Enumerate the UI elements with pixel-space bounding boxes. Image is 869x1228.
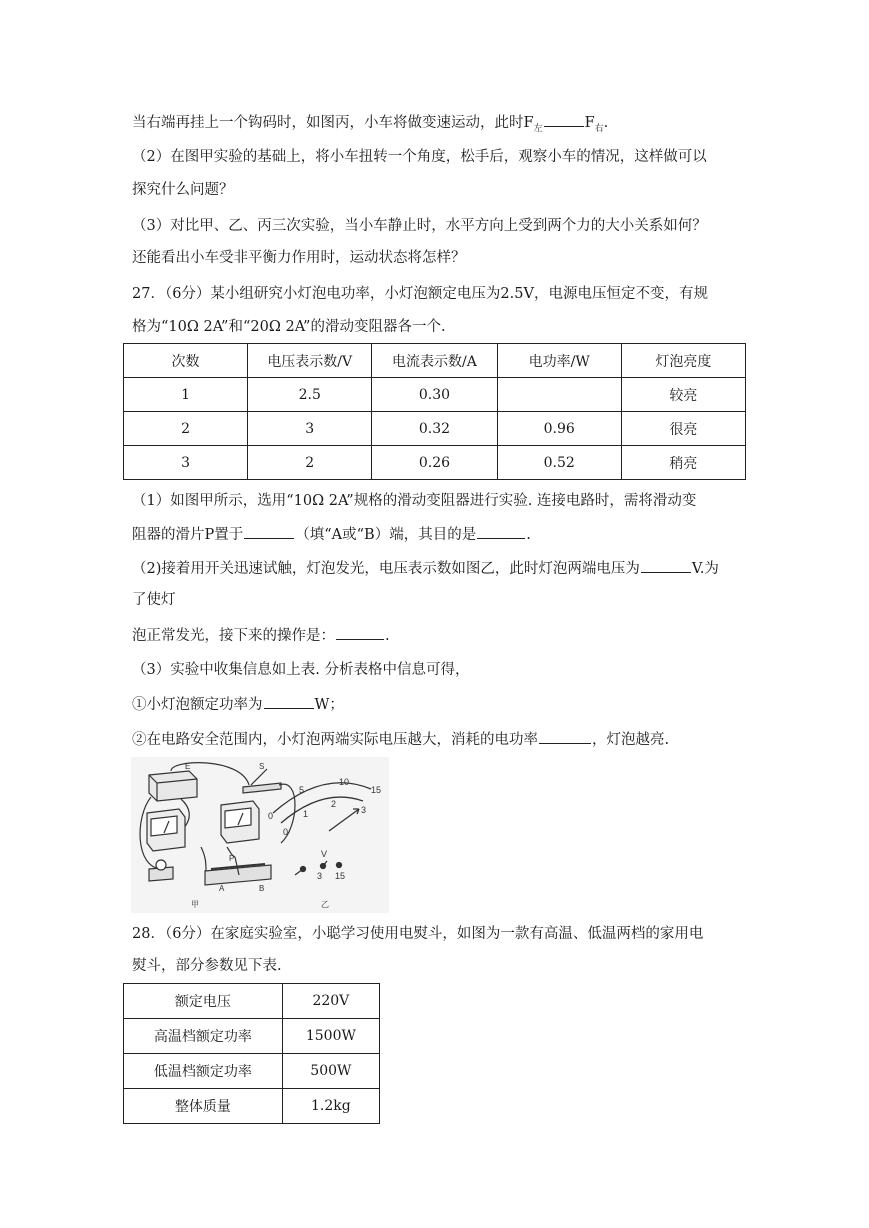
dial-bottom-tick: 1 bbox=[303, 809, 309, 819]
slider-label: P bbox=[229, 854, 235, 863]
table-cell: 0.52 bbox=[497, 446, 621, 480]
dial-top-tick: 5 bbox=[299, 785, 305, 795]
answer-blank[interactable] bbox=[539, 729, 591, 744]
q27-s2-line1: （2)接着用开关迅速试触，灯泡发光，电压表示数如图乙，此时灯泡两端电压为 V.为 bbox=[132, 558, 719, 579]
table-cell bbox=[497, 378, 621, 412]
table-header-cell: 灯泡亮度 bbox=[621, 344, 745, 378]
end-b-label: B bbox=[259, 884, 265, 893]
table-header-row bbox=[124, 344, 746, 378]
answer-blank[interactable] bbox=[641, 558, 691, 573]
end-a-label: A bbox=[219, 884, 225, 893]
dial-bottom-tick: 0 bbox=[283, 827, 289, 837]
table-cell: 额定电压 bbox=[124, 984, 283, 1019]
table-cell: 0.30 bbox=[372, 378, 497, 412]
table-cell: 很亮 bbox=[621, 412, 745, 446]
q27-s1-line2: 阻器的滑片P置于 （填“A或“B）端，其目的是 . bbox=[132, 524, 531, 545]
q27-data-table bbox=[123, 343, 746, 480]
table-cell: 0.96 bbox=[497, 412, 621, 446]
q27-s2-line2: 了使灯 bbox=[132, 592, 176, 608]
answer-blank[interactable] bbox=[336, 625, 384, 640]
table-row bbox=[124, 1054, 380, 1089]
switch-label: S bbox=[259, 762, 265, 771]
table-header-cell: 电压表示数/V bbox=[248, 344, 372, 378]
table-header-cell: 电功率/W bbox=[497, 344, 621, 378]
q27-s3-item2: ②在电路安全范围内，小灯泡两端实际电压越大，消耗的电功率 ，灯泡越亮. bbox=[132, 729, 669, 750]
terminal-3-label: 3 bbox=[317, 871, 323, 881]
q27-intro-line2: 格为“10Ω 2A”和“20Ω 2A”的滑动变阻器各一个. bbox=[132, 319, 446, 335]
table-cell: 稍亮 bbox=[621, 446, 745, 480]
table-cell: 高温档额定功率 bbox=[124, 1019, 283, 1054]
table-cell: 2 bbox=[124, 412, 248, 446]
table-row bbox=[124, 378, 746, 412]
answer-blank[interactable] bbox=[264, 694, 314, 709]
dial-top-tick: 15 bbox=[371, 785, 382, 795]
terminal-15-label: 15 bbox=[335, 871, 346, 881]
q28-param-table bbox=[123, 983, 380, 1124]
q26-line1: 当右端再挂上一个钩码时，如图丙，小车将做变速运动，此时$F_左$ $F_右$. bbox=[132, 112, 608, 139]
table-row bbox=[124, 446, 746, 480]
table-cell: 2.5 bbox=[248, 378, 372, 412]
table-cell: 较亮 bbox=[621, 378, 745, 412]
table-row bbox=[124, 1019, 380, 1054]
table-header-cell: 次数 bbox=[124, 344, 248, 378]
table-cell: 1.2kg bbox=[282, 1089, 379, 1124]
q28-intro-line2: 熨斗，部分参数见下表. bbox=[132, 958, 282, 974]
q26-part2-line1: （2）在图甲实验的基础上，将小车扭转一个角度，松手后，观察小车的情况，这样做可以 bbox=[132, 149, 707, 165]
q27-s2-line3: 泡正常发光，接下来的操作是： . bbox=[132, 625, 390, 646]
table-cell: 2 bbox=[248, 446, 372, 480]
terminal-v-label: V bbox=[321, 849, 328, 859]
table-cell: 500W bbox=[282, 1054, 379, 1089]
table-row bbox=[124, 984, 380, 1019]
dial-top-tick: 0 bbox=[268, 811, 274, 821]
answer-blank[interactable] bbox=[544, 112, 584, 127]
table-cell: 整体质量 bbox=[124, 1089, 283, 1124]
answer-blank[interactable] bbox=[477, 524, 525, 539]
table-header-cell: 电流表示数/A bbox=[372, 344, 497, 378]
q27-s3: （3）实验中收集信息如上表. 分析表格中信息可得， bbox=[132, 662, 470, 678]
q26-part2-line2: 探究什么问题？ bbox=[132, 182, 234, 198]
table-cell: 低温档额定功率 bbox=[124, 1054, 283, 1089]
table-row bbox=[124, 412, 746, 446]
dial-bottom-tick: 2 bbox=[331, 799, 337, 809]
table-cell: 1 bbox=[124, 378, 248, 412]
circuit-figure bbox=[131, 757, 389, 913]
table-cell: 220V bbox=[282, 984, 379, 1019]
table-cell: 3 bbox=[124, 446, 248, 480]
answer-blank[interactable] bbox=[244, 524, 294, 539]
battery-label: E bbox=[185, 762, 191, 771]
dial-top-tick: 10 bbox=[339, 777, 350, 787]
q26-part3-line1: （3）对比甲、乙、丙三次实验，当小车静止时，水平方向上受到两个力的大小关系如何？ bbox=[132, 218, 707, 234]
figure-label-jia: 甲 bbox=[191, 900, 199, 909]
dial-bottom-tick: 3 bbox=[361, 805, 367, 815]
table-cell: 1500W bbox=[282, 1019, 379, 1054]
table-cell: 0.32 bbox=[372, 412, 497, 446]
table-cell: 0.26 bbox=[372, 446, 497, 480]
table-cell: 3 bbox=[248, 412, 372, 446]
q27-s3-item1: ①小灯泡额定功率为 W； bbox=[132, 694, 344, 715]
figure-label-yi: 乙 bbox=[321, 900, 329, 909]
q27-s1-line1: （1）如图甲所示，选用“10Ω 2A”规格的滑动变阻器进行实验. 连接电路时，需将滑动变 bbox=[132, 493, 697, 509]
q27-intro-line1: 27．（6分）某小组研究小灯泡电功率，小灯泡额定电压为2.5V，电源电压恒定不变，有规 bbox=[132, 286, 708, 302]
q26-part3-line2: 还能看出小车受非平衡力作用时，运动状态将怎样？ bbox=[132, 250, 466, 266]
table-row bbox=[124, 1089, 380, 1124]
q28-intro-line1: 28．（6分）在家庭实验室，小聪学习使用电熨斗，如图为一款有高温、低温两档的家用电 bbox=[132, 926, 704, 942]
